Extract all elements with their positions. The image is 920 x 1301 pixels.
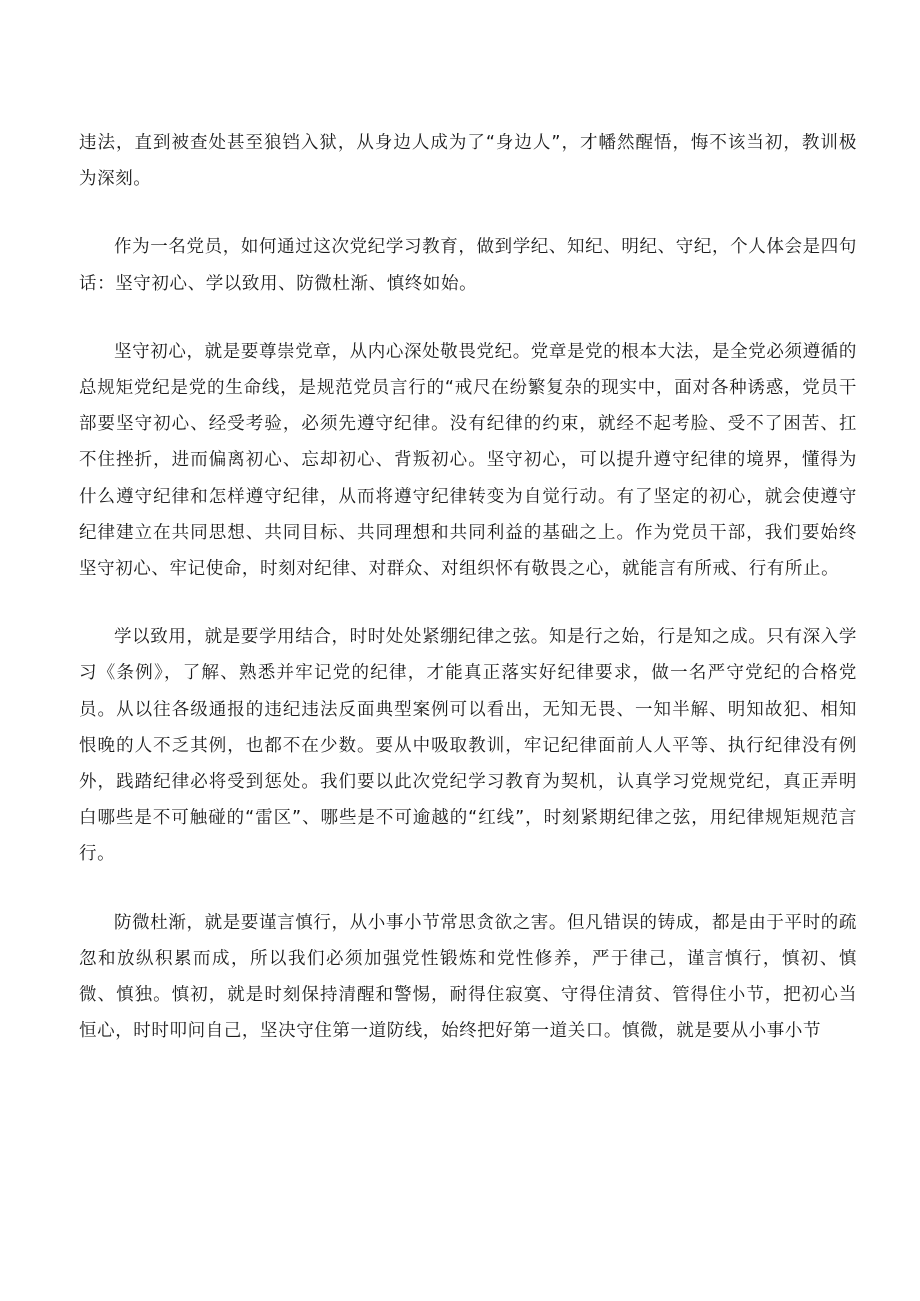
paragraph-continuation: 违法，直到被查处甚至狼铛入狱，从身边人成为了“身边人”，才幡然醒悟，悔不该当初，教训极为深刻。 [79, 133, 857, 190]
paragraph-jianshou-chuxin: 坚守初心，就是要尊崇党章，从内心深处敬畏党纪。党章是党的根本大法，是全党必须遵循的总规矩党纪是党的生命线，是规范党员言行的“戒尺在纷繁复杂的现实中，面对各种诱惑，党员干部要坚守初心、经受考验，必须先遵守纪律。没有纪律的约束，就经不起考脸、受不了困苦、扛不住挫折，进而偏离初心、忘却初心、背叛初心。坚守初心，可以提升遵守纪律的境界，懂得为什么遵守纪律和怎样遵守纪律，从而将遵守纪律转变为自觉行动。有了坚定的初心，就会使遵守纪律建立在共同思想、共同目标、共同理想和共同利益的基础之上。作为党员干部，我们要始终坚守初心、牢记使命，时刻对纪律、对群众、对组织怀有敬畏之心，就能言有所戒、行有所止。 [79, 341, 857, 580]
paragraph-fangwei-dujian: 防微杜渐，就是要谨言慎行，从小事小节常思贪欲之害。但凡错误的铸成，都是由于平时的疏忽和放纵积累而成，所以我们必须加强党性锻炼和党性修养，严于律己，谨言慎行，慎初、慎微、慎独。慎初，就是时刻保持清醒和警惕，耐得住寂寞、守得住清贫、管得住小节，把初心当恒心，时时叩问自己，坚决守住第一道防线，始终把好第一道关口。慎微，就是要从小事小节 [79, 912, 857, 1042]
document-body [79, 125, 857, 1081]
paragraph-intro: 作为一名党员，如何通过这次党纪学习教育，做到学纪、知纪、明纪、守纪，个人体会是四句话：坚守初心、学以致用、防微杜渐、慎终如始。 [79, 237, 857, 294]
paragraph-xueyi-zhiyong: 学以致用，就是要学用结合，时时处处紧绷纪律之弦。知是行之始，行是知之成。只有深入学习《条例》，了解、熟悉并牢记党的纪律，才能真正落实好纪律要求，做一名严守党纪的合格党员。从以往各级通报的违纪违法反面典型案例可以看出，无知无畏、一知半解、明知故犯、相知恨晚的人不乏其例，也都不在少数。要从中吸取教训，牢记纪律面前人人平等、执行纪律没有例外，践踏纪律必将受到惩处。我们要以此次党纪学习教育为契机，认真学习党规党纪，真正弄明白哪些是不可触碰的“雷区”、哪些是不可逾越的“红线”，时刻紧期纪律之弦，用纪律规矩规范言行。 [79, 627, 857, 865]
